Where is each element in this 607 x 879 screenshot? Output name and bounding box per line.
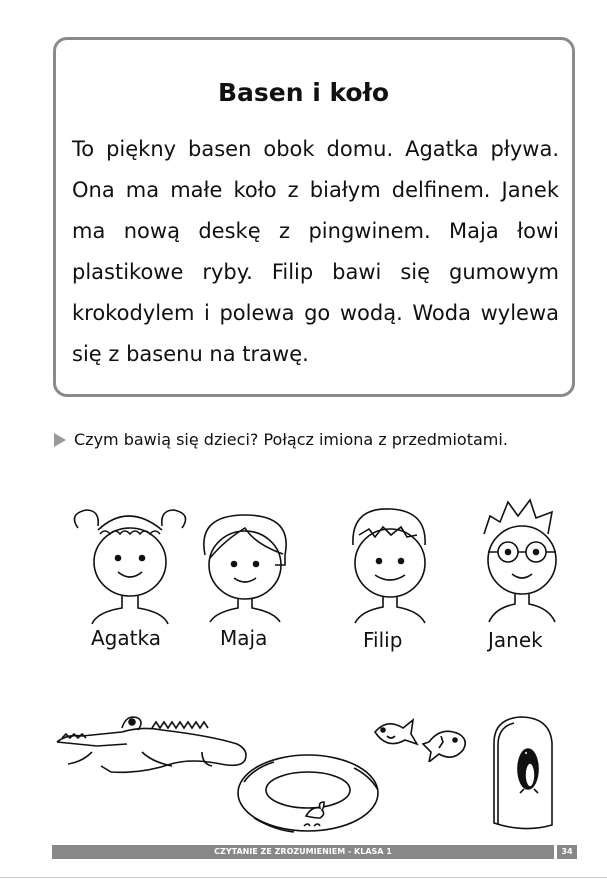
boy-janek-illustration (472, 498, 572, 625)
swim-ring-with-dolphin (234, 752, 382, 834)
fish-illustration (369, 712, 471, 762)
girl-agatka-illustration (70, 500, 190, 625)
board-with-penguin (488, 713, 560, 833)
name-janek: Janek (488, 628, 543, 652)
footer-bar: CZYTANIE ZE ZROZUMIENIEM - KLASA 1 (52, 845, 554, 859)
page-number: 34 (557, 845, 577, 859)
task-text: Czym bawią się dzieci? Połącz imiona z przedmiotami. (74, 430, 508, 449)
name-agatka: Agatka (91, 626, 161, 650)
crocodile-illustration (52, 712, 252, 787)
name-maja: Maja (220, 626, 268, 650)
girl-maja-illustration (190, 510, 300, 625)
page-bottom-line (0, 877, 607, 878)
triangle-bullet-icon (54, 433, 66, 447)
story-title: Basen i koło (217, 78, 390, 107)
task-instruction (54, 430, 508, 449)
story-text: To piękny basen obok domu. Agatka pływa. Ona ma małe koło z białym delfinem. Janek ma nową deskę z pingwinem. Maja łowi plastikowe ryby. Filip bawi się gumowym krokodylem i polewa go wodą. Woda wylewa się z basenu na trawę. (72, 137, 559, 366)
boy-filip-illustration (335, 505, 445, 625)
name-filip: Filip (363, 628, 403, 652)
